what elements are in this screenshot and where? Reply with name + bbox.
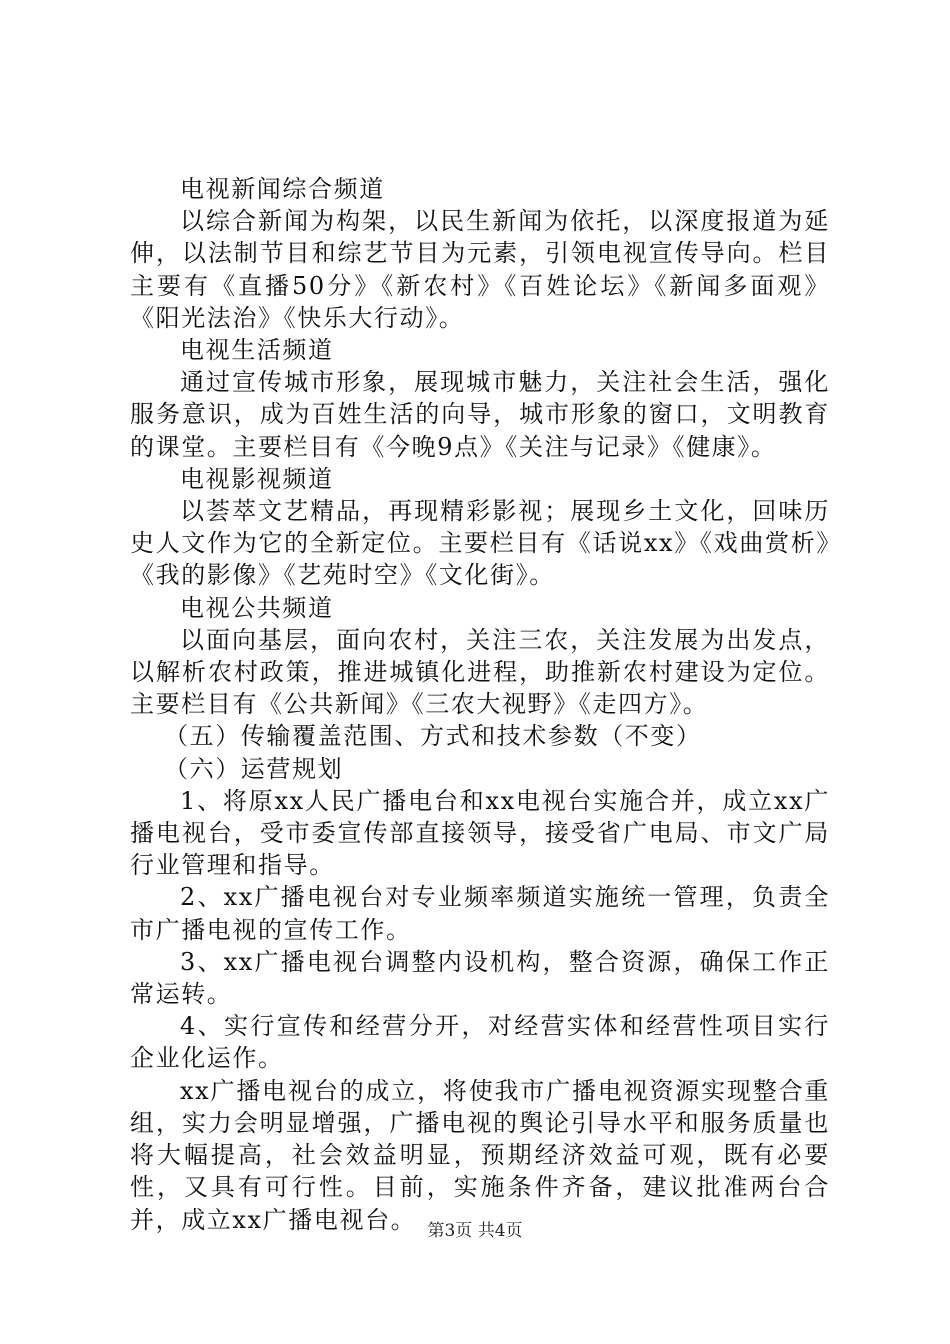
page-number-label: 第3页 共4页 <box>427 1221 523 1241</box>
channel-heading-public: 电视公共频道 <box>180 593 334 622</box>
paragraph-news-description: 以综合新闻为构架，以民生新闻为依托，以深度报道为延伸，以法制节目和综艺节目为元素，引领电视宣传导向。栏目主要有《直播50分》《新农村》《百姓论坛》《新闻多面观》《阳光法治》《快乐大行动》。 <box>130 207 830 332</box>
page-footer <box>0 1216 950 1241</box>
channel-heading-news: 电视新闻综合频道 <box>180 175 385 203</box>
paragraph-public-description: 以面向基层，面向农村，关注三农，关注发展为出发点，以解析农村政策，推进城镇化进程，助推新农村建设为定位。主要栏目有《公共新闻》《三农大视野》《走四方》。 <box>130 625 830 719</box>
paragraph-plan-item-1: 1、将原xx人民广播电台和xx电视台实施合并，成立xx广播电视台，受市委宣传部直接领导，接受省广电局、市文广局行业管理和指导。 <box>130 786 830 880</box>
channel-heading-film: 电视影视频道 <box>180 464 334 493</box>
paragraph-life-description: 通过宣传城市形象，展现城市魅力，关注社会生活，强化服务意识，成为百姓生活的向导，城市形象的窗口，文明教育的课堂。主要栏目有《今晚9点》《关注与记录》《健康》。 <box>130 368 830 461</box>
paragraph-plan-item-4: 4、实行宣传和经营分开，对经营实体和经营性项目实行企业化运作。 <box>130 1012 830 1073</box>
section-heading-transmission: （五）传输覆盖范围、方式和技术参数（不变） <box>164 722 702 751</box>
paragraph-plan-item-2: 2、xx广播电视台对专业频率频道实施统一管理，负责全市广播电视的宣传工作。 <box>130 883 830 944</box>
paragraph-film-description: 以荟萃文艺精品，再现精彩影视；展现乡土文化，回味历史人文作为它的全新定位。主要栏目有《话说xx》《戏曲赏析》《我的影像》《艺苑时空》《文化街》。 <box>130 497 830 590</box>
paragraph-conclusion: xx广播电视台的成立，将使我市广播电视资源实现整合重组，实力会明显增强，广播电视的舆论引导水平和服务质量也将大幅提高，社会效益明显，预期经济效益可观，既有必要性，又具有可行性。目前，实施条件齐备，建议批准两台合并，成立xx广播电视台。 <box>130 1076 830 1234</box>
paragraph-plan-item-3: 3、xx广播电视台调整内设机构，整合资源，确保工作正常运转。 <box>130 947 830 1009</box>
document-body <box>130 173 830 1236</box>
section-heading-operation: （六）运营规划 <box>164 754 344 783</box>
channel-heading-life: 电视生活频道 <box>180 336 334 365</box>
